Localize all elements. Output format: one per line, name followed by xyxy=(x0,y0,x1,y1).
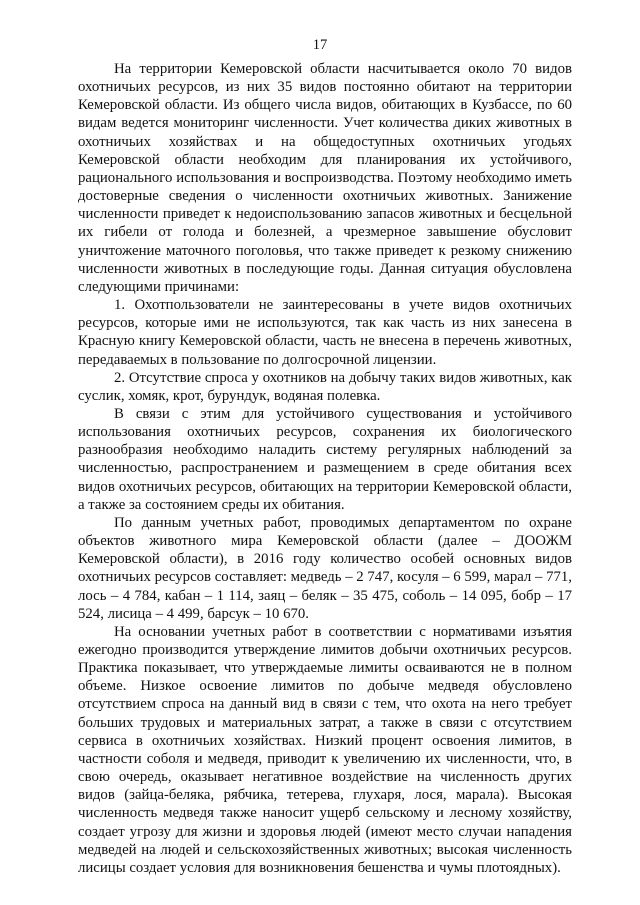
paragraph-reason-2: 2. Отсутствие спроса у охотников на добычу таких видов животных, как суслик, хомяк, крот, бурундук, водяная полевка. xyxy=(78,369,572,404)
paragraph-limits: На основании учетных работ в соответствии с нормативами изъятия ежегодно производится утверждение лимитов добычи охотничьих ресурсов. Практика показывает, что утверждаемые лимиты осваиваются не в полном объеме. Низкое освоение лимитов по добыче медведя обусловлено отсутствием спроса на данный вид в связи с тем, что охота на него требует больших трудовых и материальных затрат, а также в связи с отсутствием сервиса в охотничьих хозяйствах. Низкий процент освоения лимитов, в частности соболя и медведя, приводит к увеличению их численности, что, в свою очередь, оказывает негативное воздействие на численность других видов (зайца-беляка, рябчика, тетерева, глухаря, лося, марала). Высокая численность медведя также наносит ущерб сельскому и лесному хозяйству, создает угрозу для жизни и здоровья людей (имеют место случаи нападения медведей на людей и сельскохозяйственных животных; высокая численность лисицы создает условия для возникновения бешенства и чумы плотоядных). xyxy=(78,623,572,876)
paragraph-monitoring: В связи с этим для устойчивого существования и устойчивого использования охотничьих ресурсов, сохранения их биологического разнообразия необходимо наладить систему регулярных наблюдений за численностью, распространением и размещением в среде обитания всех видов охотничьих ресурсов, обитающих на территории Кемеровской области, а также за состоянием среды их обитания. xyxy=(78,405,572,513)
page-number: 17 xyxy=(312,37,328,53)
document-body xyxy=(78,60,572,877)
paragraph-reason-1: 1. Охотпользователи не заинтересованы в учете видов охотничьих ресурсов, которые ими не используются, так как часть из них занесена в Красную книгу Кемеровской области, часть не внесена в перечень животных, передаваемых в пользование по долгосрочной лицензии. xyxy=(78,297,572,368)
paragraph-census-data: По данным учетных работ, проводимых департаментом по охране объектов животного мира Кемеровской области (далее – ДООЖМ Кемеровской области), в 2016 году количество особей основных видов охотничьих ресурсов составляет: медведь – 2 747, косуля – 6 599, марал – 771, лось – 4 784, кабан – 1 114, заяц – беляк – 35 475, соболь – 14 095, бобр – 17 524, лисица – 4 499, барсук – 10 670. xyxy=(78,514,572,622)
paragraph-intro: На территории Кемеровской области насчитывается около 70 видов охотничьих ресурсов, из них 35 видов постоянно обитают на территории Кемеровской области. Из общего числа видов, обитающих в Кузбассе, по 60 видам ведется мониторинг численности. Учет количества диких животных в охотничьих хозяйствах и на общедоступных охотничьих угодьях Кемеровской области необходим для планирования их устойчивого, рационального использования и воспроизводства. Поэтому необходимо иметь достоверные сведения о численности охотничьих животных. Занижение численности приведет к недоиспользованию запасов животных и бесцельной их гибели от голода и болезней, а чрезмерное завышение обусловит уничтожение маточного поголовья, что также приведет к резкому снижению численности животных в последующие годы. Данная ситуация обусловлена следующими причинами: xyxy=(78,61,572,295)
